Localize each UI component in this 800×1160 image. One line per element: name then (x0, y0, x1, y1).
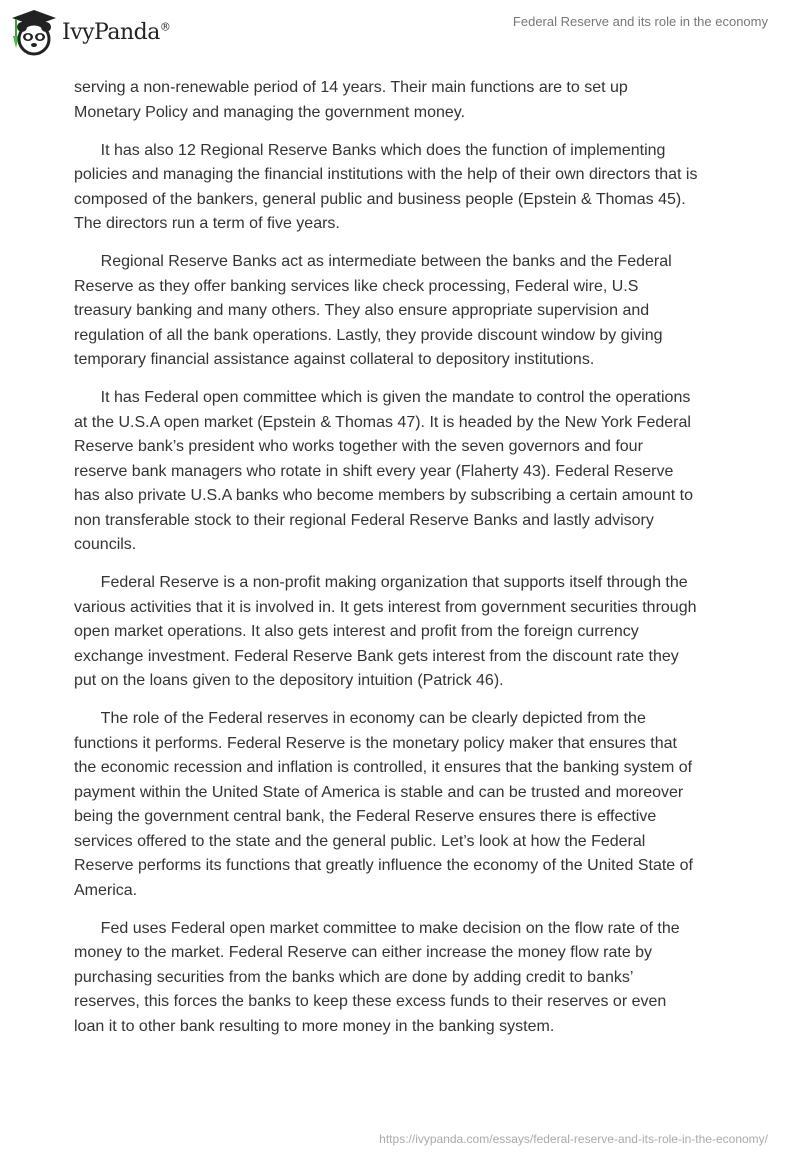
text-line: reserve bank managers who rotate in shift every year (Flaherty 43). Federal Reserve (74, 462, 674, 480)
logo-wordmark: IvyPanda (62, 19, 160, 45)
text-line: It has Federal open committee which is given the mandate to control the operations (74, 389, 691, 406)
paragraph (74, 250, 734, 373)
text-line: purchasing securities from the banks which are done by adding credit to banks’ (74, 968, 634, 986)
text-line: treasury banking and many others. They also ensure appropriate supervision and (74, 302, 650, 319)
text-line: non transferable stock to their regional Federal Reserve Banks and lastly advisory (74, 511, 654, 529)
text-line: the economic recession and inflation is controlled, it ensures that the banking system of (74, 759, 693, 776)
registered-mark: ® (159, 20, 171, 34)
text-line: Reserve bank’s president who works together with the seven governors and four (74, 438, 643, 455)
text-line: policies and managing the financial institutions with the help of their own directors that is (74, 166, 698, 183)
text-line: The directors run a term of five years. (74, 215, 340, 232)
paragraph (74, 386, 734, 558)
text-line: payment within the United State of America is stable and can be trusted and moreover (74, 783, 684, 801)
text-line: temporary financial assistance against collateral to depository institutions. (74, 351, 595, 368)
text-line: functions it performs. Federal Reserve is the monetary policy maker that ensures that (74, 734, 677, 752)
source-url[interactable]: https://ivypanda.com/essays/federal-reserve-and-its-role-in-the-economy/ (379, 1132, 768, 1146)
essay-body (74, 76, 734, 1053)
paragraph (74, 139, 734, 237)
text-line: being the government central bank, the Federal Reserve ensures there is effective (74, 808, 657, 825)
text-line: has also private U.S.A banks who become members by subscribing a certain amount to (74, 487, 693, 504)
paragraph (74, 917, 734, 1040)
ivypanda-logo[interactable] (12, 8, 170, 56)
text-line: open market operations. It also gets interest and profit from the foreign currency (74, 623, 639, 640)
document-title: Federal Reserve and its role in the economy (512, 14, 768, 29)
text-line: America. (74, 881, 138, 899)
text-line: It has also 12 Regional Reserve Banks which does the function of implementing (74, 141, 666, 159)
paragraph (74, 707, 734, 903)
text-line: composed of the bankers, general public and business people (Epstein & Thomas 45). (74, 190, 686, 208)
text-line: The role of the Federal reserves in economy can be clearly depicted from the (74, 710, 646, 727)
text-line: regulation of all the bank operations. Lastly, they provide discount window by giving (74, 326, 663, 344)
paragraph (74, 76, 734, 125)
paragraph (74, 571, 734, 694)
text-line: at the U.S.A open market (Epstein & Thomas 47). It is headed by the New York Federal (74, 413, 691, 431)
text-line: Regional Reserve Banks act as intermediate between the banks and the Federal (74, 253, 672, 270)
text-line: councils. (74, 536, 137, 553)
panda-graduate-icon (12, 8, 56, 56)
text-line: Reserve performs its functions that greatly influence the economy of the United State of (74, 857, 693, 874)
text-line: put on the loans given to the depository intuition (Patrick 46). (74, 672, 504, 689)
text-line: loan it to other bank resulting to more money in the banking system. (74, 1017, 555, 1035)
text-line: exchange investment. Federal Reserve Bank gets interest from the discount rate they (74, 647, 679, 665)
text-line: Monetary Policy and managing the government money. (74, 103, 466, 121)
text-line: money to the market. Federal Reserve can either increase the money flow rate by (74, 944, 653, 961)
text-line: various activities that it is involved in. It gets interest from government securities through (74, 598, 697, 616)
text-line: serving a non-renewable period of 14 years. Their main functions are to set up (74, 79, 628, 96)
logo-text (62, 20, 170, 45)
text-line: reserves, this forces the banks to keep these excess funds to their reserves or even (74, 993, 667, 1010)
text-line: Federal Reserve is a non-profit making organization that supports itself through the (74, 574, 688, 591)
text-line: Fed uses Federal open market committee to make decision on the flow rate of the (74, 919, 680, 937)
text-line: Reserve as they offer banking services like check processing, Federal wire, U.S (74, 277, 639, 295)
text-line: services offered to the state and the general public. Let’s look at how the Federal (74, 832, 646, 850)
